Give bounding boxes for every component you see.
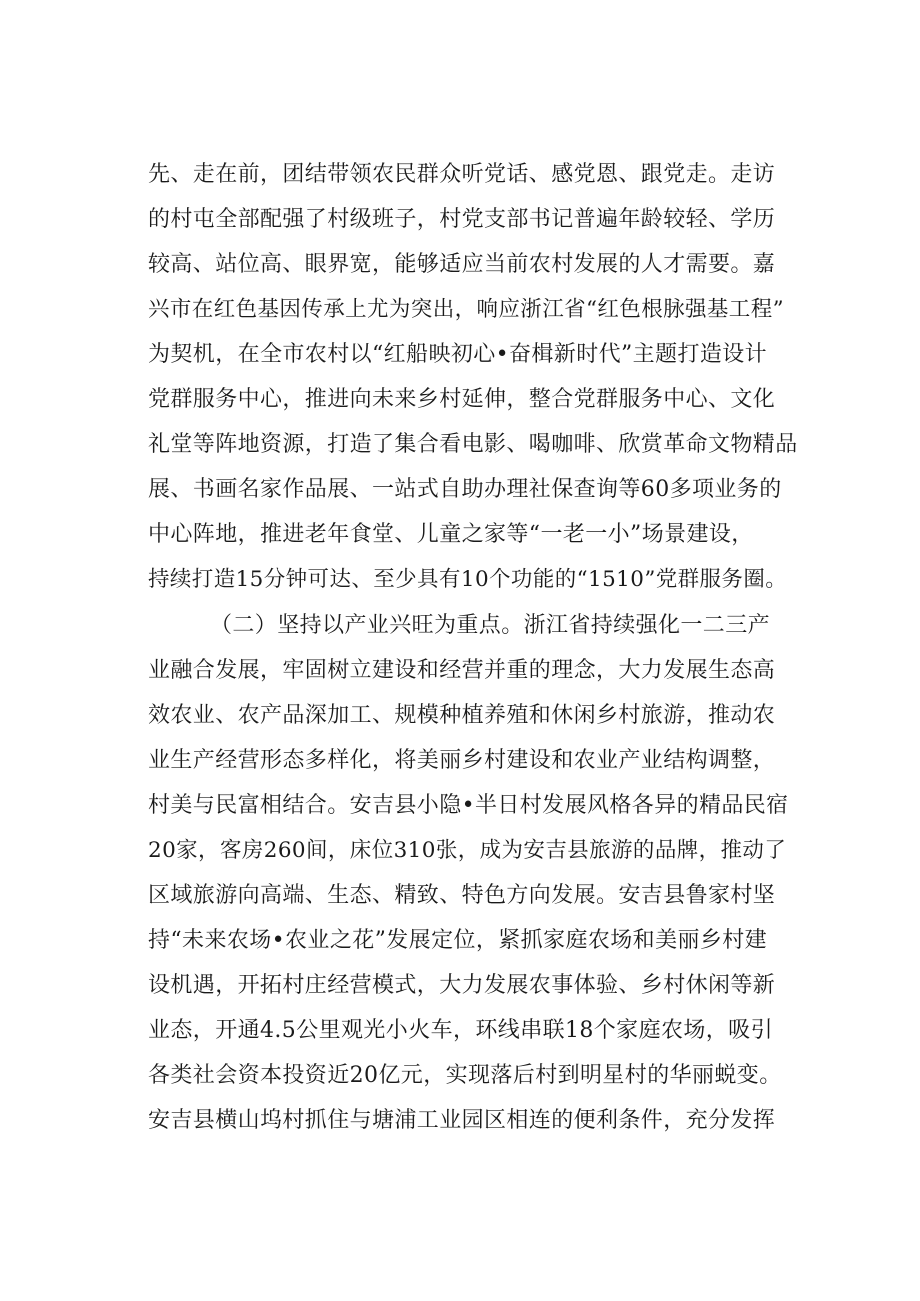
text-line: 的村屯全部配强了村级班子，村党支部书记普遍年龄较轻、学历 xyxy=(148,207,776,232)
text-line: 为契机，在全市农村以“红船映初心•奋楫新时代”主题打造设计 xyxy=(148,342,768,367)
text-line: 安吉县横山坞村抓住与塘浦工业园区相连的便利条件，充分发挥 xyxy=(148,1108,776,1133)
text-line: 持“未来农场•农业之花”发展定位，紧抓家庭农场和美丽乡村建 xyxy=(148,928,768,953)
text-line: 业态，开通4.5公里观光小火车，环线串联18个家庭农场，吸引 xyxy=(148,1018,773,1043)
text-line: 党群服务中心，推进向未来乡村延伸，整合党群服务中心、文化 xyxy=(148,387,776,412)
text-line: 效农业、农产品深加工、规模种植养殖和休闲乡村旅游，推动农 xyxy=(148,703,776,728)
text-line: 展、书画名家作品展、一站式自助办理社保查询等60多项业务的 xyxy=(148,477,782,502)
text-line: 各类社会资本投资近20亿元，实现落后村到明星村的华丽蜕变。 xyxy=(148,1063,782,1088)
text-line: 业融合发展，牢固树立建设和经营并重的理念，大力发展生态高 xyxy=(148,658,776,683)
text-line: 业生产经营形态多样化，将美丽乡村建设和农业产业结构调整， xyxy=(148,748,776,773)
text-line: 持续打造15分钟可达、至少具有10个功能的“1510”党群服务圈。 xyxy=(148,567,788,592)
text-line: 设机遇，开拓村庄经营模式，大力发展农事体验、乡村休闲等新 xyxy=(148,973,776,998)
text-line: 中心阵地，推进老年食堂、儿童之家等“一老一小”场景建设， xyxy=(148,522,754,547)
text-line: 较高、站位高、眼界宽，能够适应当前农村发展的人才需要。嘉 xyxy=(148,252,776,277)
text-line: 兴市在红色基因传承上尤为突出，响应浙江省“红色根脉强基工程” xyxy=(148,297,784,322)
section-heading-line: （二）坚持以产业兴旺为重点。浙江省持续强化一二三产 xyxy=(210,613,771,638)
text-line: 村美与民富相结合。安吉县小隐•半日村发展风格各异的精品民宿 xyxy=(148,793,789,818)
text-line: 礼堂等阵地资源，打造了集合看电影、喝咖啡、欣赏革命文物精品 xyxy=(148,432,798,457)
text-line: 20家，客房260间，床位310张，成为安吉县旅游的品牌，推动了 xyxy=(148,838,787,863)
text-line: 区域旅游向高端、生态、精致、特色方向发展。安吉县鲁家村坚 xyxy=(148,883,776,908)
text-line: 先、走在前，团结带领农民群众听党话、感党恩、跟党走。走访 xyxy=(148,162,776,187)
